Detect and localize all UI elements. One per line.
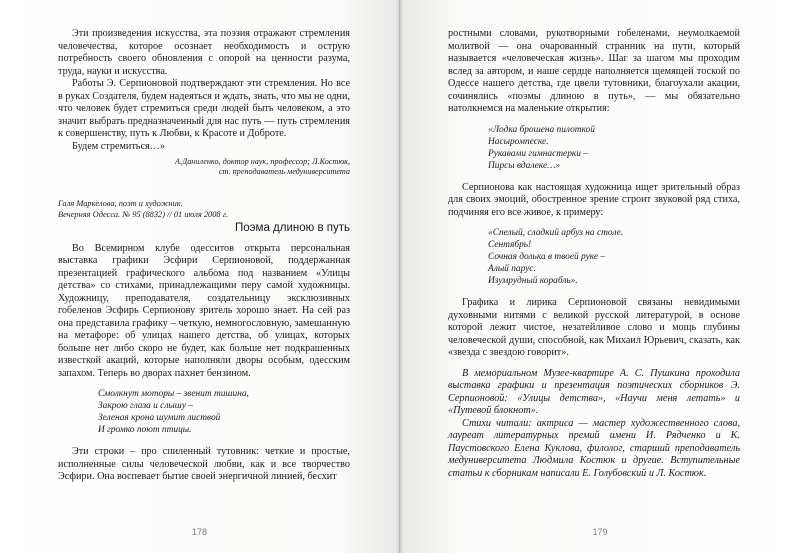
article-title: Поэма длиною в путь <box>235 222 350 234</box>
book-gutter-shadow <box>396 0 404 553</box>
paragraph: Эти строки – про спиленный тутовник: четкие и простые, исполненные силы человеческой любви, как и все творчество Эсфири. Она воспевает бытие своей энергичной линией, бесхит <box>58 446 350 482</box>
poem-line: Зеленая крона шумит листвой <box>98 413 221 423</box>
poem-line: Сочная долька в твоей руке – <box>488 252 606 262</box>
paragraph: Серпионова как настоящая художница ищет зрительный образ для своих эмоций, обостренное зрение строит звуковой ряд стиха, подчиняя его все живое, к примеру: <box>448 181 740 218</box>
signature-line: ст. преподаватель медуниверситета <box>218 167 350 176</box>
poem-line: Смолкнут моторы – звенит тишина, <box>98 389 249 399</box>
page-number: 179 <box>592 527 608 537</box>
poem-excerpt <box>98 388 350 436</box>
poem-line: «Спелый, сладкий арбуз на столе. <box>488 228 624 238</box>
right-page <box>400 0 800 553</box>
poem-line: Насыромпеске. <box>488 136 549 147</box>
poem-line: Изумрудный корабль». <box>488 276 578 286</box>
poem-excerpt <box>488 227 740 287</box>
right-text-column <box>448 28 740 480</box>
italic-paragraph: В мемориальном Музее-квартире А. С. Пушкина проходила выставка графики и презентация поэтических сборников Э. Серпионовой: «Улицы детства», «Научи меня летать» и «Путевой блокнот». <box>448 367 740 416</box>
paragraph: Работы Э. Серпионовой подтверждают эти стремления. Но все в руках Создателя, будем надеяться и ждать, знать, что мы не одни, что человек будет стремиться среди людей быть человеком, а это значит выбрать предназначенный для нас путь — путь стремления к совершенству, путь к Любви, к Красоте и Доброте. <box>58 78 351 139</box>
left-text-column <box>58 28 350 484</box>
source-author: Галя Маркелова, поэт и художник. <box>58 199 183 208</box>
italic-paragraph: Стихи читали: актриса — мастер художественного слова, лауреат литературных премий имени И. Рядченко и К. Паустовского Елена Куклова, филолог, старший преподаватель медуниверситета Людмила Костюк и другие. Вступительные статьи к сборникам написали Е. Голубовский и Л. Костюк. <box>448 417 740 479</box>
paragraph: ростными словами, рукотворными гобеленами, неумолкаемой молитвой — она очарованный странник на пути, который называется «человеческая жизнь». Шаг за шагом мы проходим вслед за автором, и наше сердце наполняется щемящей тоской по Одессе нашего детства, где цвели тутовники, благоухали акации, сочинялись «поэмы длиною в путь», — мы обязательно натолкнемся на маленькие открытия: <box>448 28 740 114</box>
paragraph: Графика и лирика Серпионовой связаны невидимыми духовными нитями с великой русской литературой, в основе которой лежит чистое, незатейливое слово и мощь глубины человеческой души, способной, как Михаил Юрьевич, сказать, как «звезда с звездою говорит». <box>448 297 740 358</box>
poem-line: Алый парус. <box>488 264 536 274</box>
poem-line: Сентябрь! <box>488 240 532 250</box>
poem-line: Рукавами гимнастерки – <box>488 148 588 159</box>
poem-line: «Лодка брошена пилоткой <box>488 124 595 135</box>
signature-line: А.Даниленко, доктор наук, профессор; Л.Костюк, <box>174 157 350 166</box>
article-source <box>58 199 350 220</box>
poem-line: Закрою глаза и слышу – <box>98 401 194 411</box>
paragraph: Будем стремиться…» <box>72 140 165 152</box>
poem-excerpt <box>488 124 740 172</box>
page-number: 178 <box>191 527 208 537</box>
poem-line: Пирсы вдалеке…» <box>488 160 561 171</box>
paragraph: Во Всемирном клубе одесситов открыта персональная выставка графики Эсфири Серпионовой, поддержанная презентацией графического альбома под названием «Улицы детства» со стихами, принадлежащими перу самой художницы. Художницу, преподавателя, создательницу эксклюзивных гобеленов Эсфирь Серпионову зритель хорошо знает. На сей раз она представила графику – четкую, немногословную, замешанную на метафоре: об улицах нашего детства, об улицах, которых больше нет либо скоро не будет, как больше нет подкрашенных известкой акаций, которые наполняли дворы особым, одесским запахом. Теперь во дворах пахнет бензином. <box>58 242 350 379</box>
paragraph: Эти произведения искусства, эта поэзия отражают стремления человечества, которое осознает необходимость и острую потребность своего обновления с опорой на ценности разума, труда, науки и искусства. <box>58 28 350 77</box>
source-publication: Вечерняя Одесса. № 95 (8832) // 01 июля 2008 г. <box>58 209 228 219</box>
poem-line: И громко поют птицы. <box>98 425 192 435</box>
signature <box>58 157 350 177</box>
